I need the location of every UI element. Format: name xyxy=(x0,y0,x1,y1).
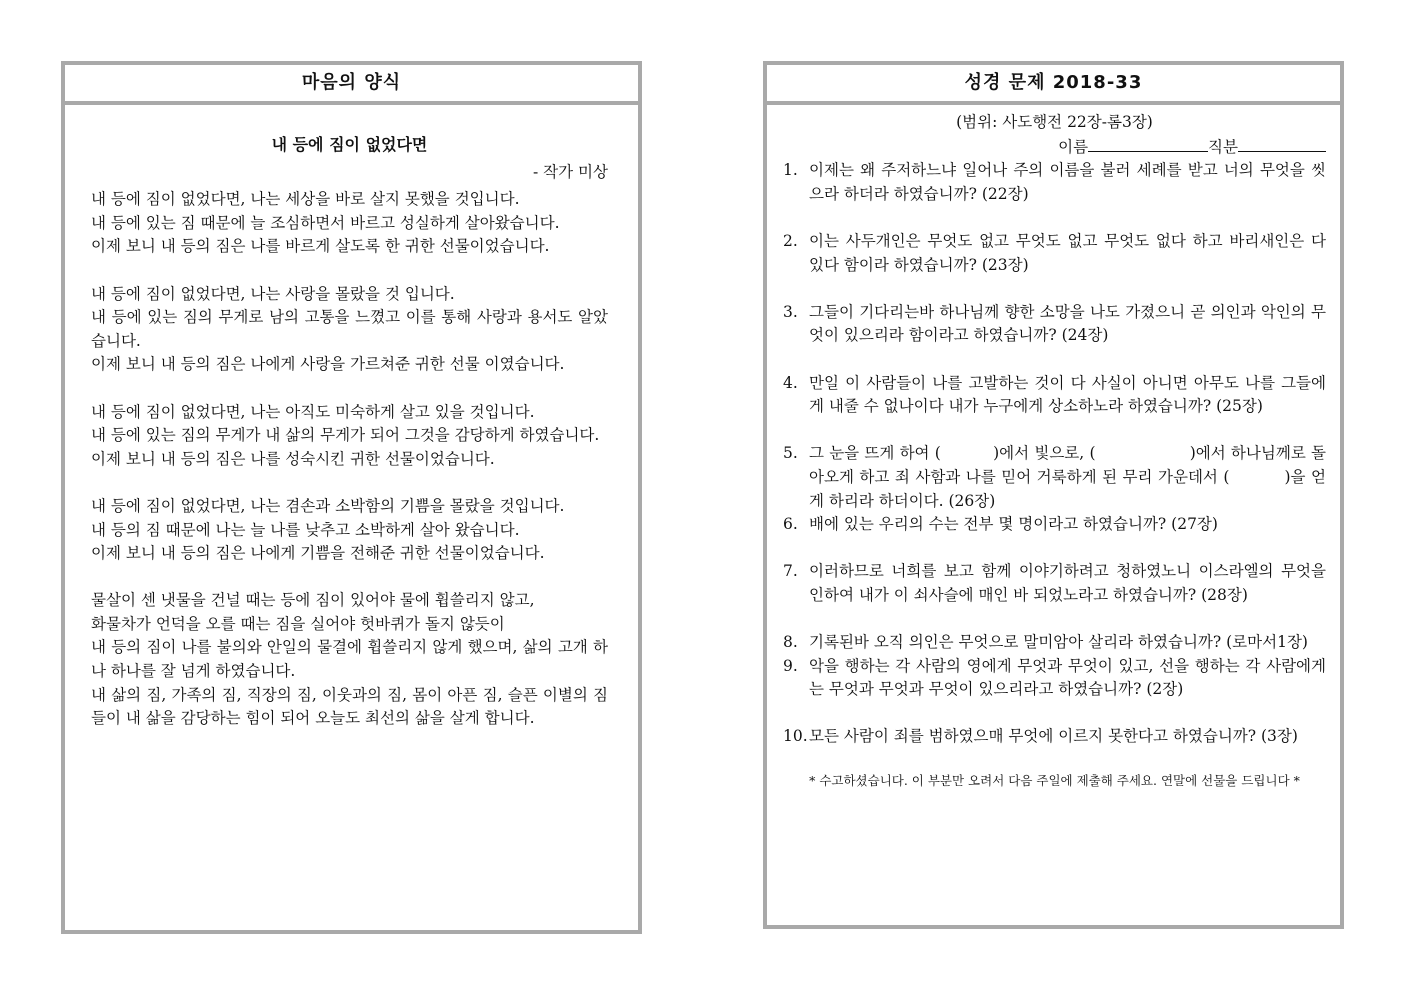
poem-author: - 작가 미상 xyxy=(533,162,608,181)
question-number: 2. xyxy=(783,231,798,250)
question-number: 3. xyxy=(783,302,798,321)
poem-line: 내 등에 있는 짐의 무게로 남의 고통을 느꼈고 이를 통해 사랑과 용서도 알았습니다. xyxy=(91,308,608,350)
poem-stanza xyxy=(91,401,608,472)
question-item xyxy=(783,655,1326,702)
poem-line: 내 등의 짐 때문에 나는 늘 나를 낮추고 소박하게 살아 왔습니다. xyxy=(91,520,520,539)
poem-title: 내 등에 짐이 없었다면 xyxy=(271,135,428,154)
poem-body xyxy=(65,105,638,731)
poem-stanza xyxy=(91,283,608,377)
poem-stanza xyxy=(91,495,608,566)
question-item xyxy=(783,513,1326,537)
poem-line: 이제 보니 내 등의 짐은 나를 바르게 살도록 한 귀한 선물이었습니다. xyxy=(91,237,550,256)
question-number: 5. xyxy=(783,444,798,463)
question-text: 이는 사두개인은 무엇도 없고 무엇도 없고 무엇도 없다 하고 바리새인은 다 있다 함이라 하였습니까? (23장) xyxy=(809,231,1331,274)
quiz-panel-header: 성경 문제 2018-33 xyxy=(767,65,1340,105)
poem-line: 내 삶의 짐, 가족의 짐, 직장의 짐, 이웃과의 짐, 몸이 아픈 짐, 슬픈 이별의 짐들이 내 삶을 감당하는 힘이 되어 오늘도 최선의 삶을 살게 합니다. xyxy=(91,685,608,728)
question-text: 모든 사람이 죄를 범하였으매 무엇에 이르지 못한다고 하였습니까? (3장) xyxy=(809,727,1298,746)
poem-line: 내 등에 짐이 없었다면, 나는 세상을 바로 살지 못했을 것입니다. xyxy=(91,190,520,209)
question-number: 4. xyxy=(783,373,798,392)
poem-line: 내 등에 짐이 없었다면, 나는 사랑을 몰랐을 것 입니다. xyxy=(91,284,455,303)
poem-line: 이제 보니 내 등의 짐은 나에게 기쁨을 전해준 귀한 선물이었습니다. xyxy=(91,544,545,563)
question-item xyxy=(783,442,1326,513)
poem-panel xyxy=(61,61,642,934)
question-number: 9. xyxy=(783,656,798,675)
question-text: 악을 행하는 각 사람의 영에게 무엇과 무엇이 있고, 선을 행하는 각 사람에게는 무엇과 무엇과 무엇이 있으리라고 하였습니까? (2장) xyxy=(809,656,1326,699)
question-item xyxy=(783,372,1326,419)
poem-panel-header: 마음의 양식 xyxy=(65,65,638,105)
question-text: 배에 있는 우리의 수는 전부 몇 명이라고 하였습니까? (27장) xyxy=(809,515,1218,534)
question-item xyxy=(783,301,1326,348)
question-text: 그 눈을 뜨게 하여 ( )에서 빛으로, ( )에서 하나님께로 돌아오게 하고 죄 사함과 나를 믿어 거룩하게 된 무리 가운데서 ( )을 얻게 하리라 하더이다. (26장) xyxy=(809,444,1326,510)
question-number: 6. xyxy=(783,515,798,534)
poem-stanza xyxy=(91,188,608,259)
poem-stanza xyxy=(91,589,608,731)
quiz-scope: (범위: 사도행전 22장-롬3장) xyxy=(956,113,1153,131)
poem-line: 내 등에 있는 짐 때문에 늘 조심하면서 바르고 성실하게 살아왔습니다. xyxy=(91,213,560,232)
poem-line: 화물차가 언덕을 오를 때는 짐을 실어야 헛바퀴가 돌지 않듯이 xyxy=(91,614,505,633)
position-blank[interactable] xyxy=(1238,135,1326,152)
question-item xyxy=(783,631,1326,655)
question-item xyxy=(783,725,1326,749)
question-number: 8. xyxy=(783,633,798,652)
question-text: 만일 이 사람들이 나를 고발하는 것이 다 사실이 아니면 아무도 나를 그들에게 내줄 수 없나이다 내가 누구에게 상소하노라 하였습니까? (25장) xyxy=(809,373,1326,416)
poem-line: 물살이 센 냇물을 건널 때는 등에 짐이 있어야 물에 휩쓸리지 않고, xyxy=(91,591,535,610)
question-text: 이제는 왜 주저하느냐 일어나 주의 이름을 불러 세례를 받고 너의 무엇을 씻으라 하더라 하였습니까? (22장) xyxy=(809,161,1326,203)
poem-line: 내 등에 짐이 없었다면, 나는 아직도 미숙하게 살고 있을 것입니다. xyxy=(91,402,535,421)
poem-line: 이제 보니 내 등의 짐은 나에게 사랑을 가르쳐준 귀한 선물 이였습니다. xyxy=(91,355,565,374)
question-item xyxy=(783,230,1331,277)
name-position-line xyxy=(783,135,1326,160)
quiz-panel xyxy=(763,61,1344,929)
poem-line: 내 등의 짐이 나를 불의와 안일의 물결에 휩쓸리지 않게 했으며, 삶의 고개 하나 하나를 잘 넘게 하였습니다. xyxy=(91,638,608,681)
question-text: 이러하므로 너희를 보고 함께 이야기하려고 청하였노니 이스라엘의 무엇을 인하여 내가 이 쇠사슬에 매인 바 되었노라고 하였습니까? (28장) xyxy=(809,562,1331,604)
question-list xyxy=(783,159,1331,749)
question-number: 7. xyxy=(783,562,798,581)
question-number: 1. xyxy=(783,161,798,180)
position-label: 직분 xyxy=(1208,137,1238,156)
quiz-body xyxy=(767,105,1340,793)
poem-line: 내 등에 짐이 없었다면, 나는 겸손과 소박함의 기쁨을 몰랐을 것입니다. xyxy=(91,496,565,515)
question-number: 10. xyxy=(783,727,808,746)
poem-line: 내 등에 있는 짐의 무게가 내 삶의 무게가 되어 그것을 감당하게 하였습니다. xyxy=(91,426,600,445)
name-blank[interactable] xyxy=(1088,135,1208,152)
footnote: * 수고하셨습니다. 이 부분만 오려서 다음 주일에 제출해 주세요. 연말에 선물을 드립니다 * xyxy=(809,773,1300,789)
question-item xyxy=(783,159,1326,206)
question-text: 기록된바 오직 의인은 무엇으로 말미암아 살리라 하였습니까? (로마서1장) xyxy=(809,633,1308,652)
name-label: 이름 xyxy=(1058,137,1089,156)
question-text: 그들이 기다리는바 하나님께 향한 소망을 나도 가졌으니 곧 의인과 악인의 무엇이 있으리라 함이라고 하였습니까? (24장) xyxy=(809,302,1326,345)
poem-line: 이제 보니 내 등의 짐은 나를 성숙시킨 귀한 선물이었습니다. xyxy=(91,449,495,468)
question-item xyxy=(783,560,1331,607)
poem-stanzas xyxy=(91,188,608,731)
